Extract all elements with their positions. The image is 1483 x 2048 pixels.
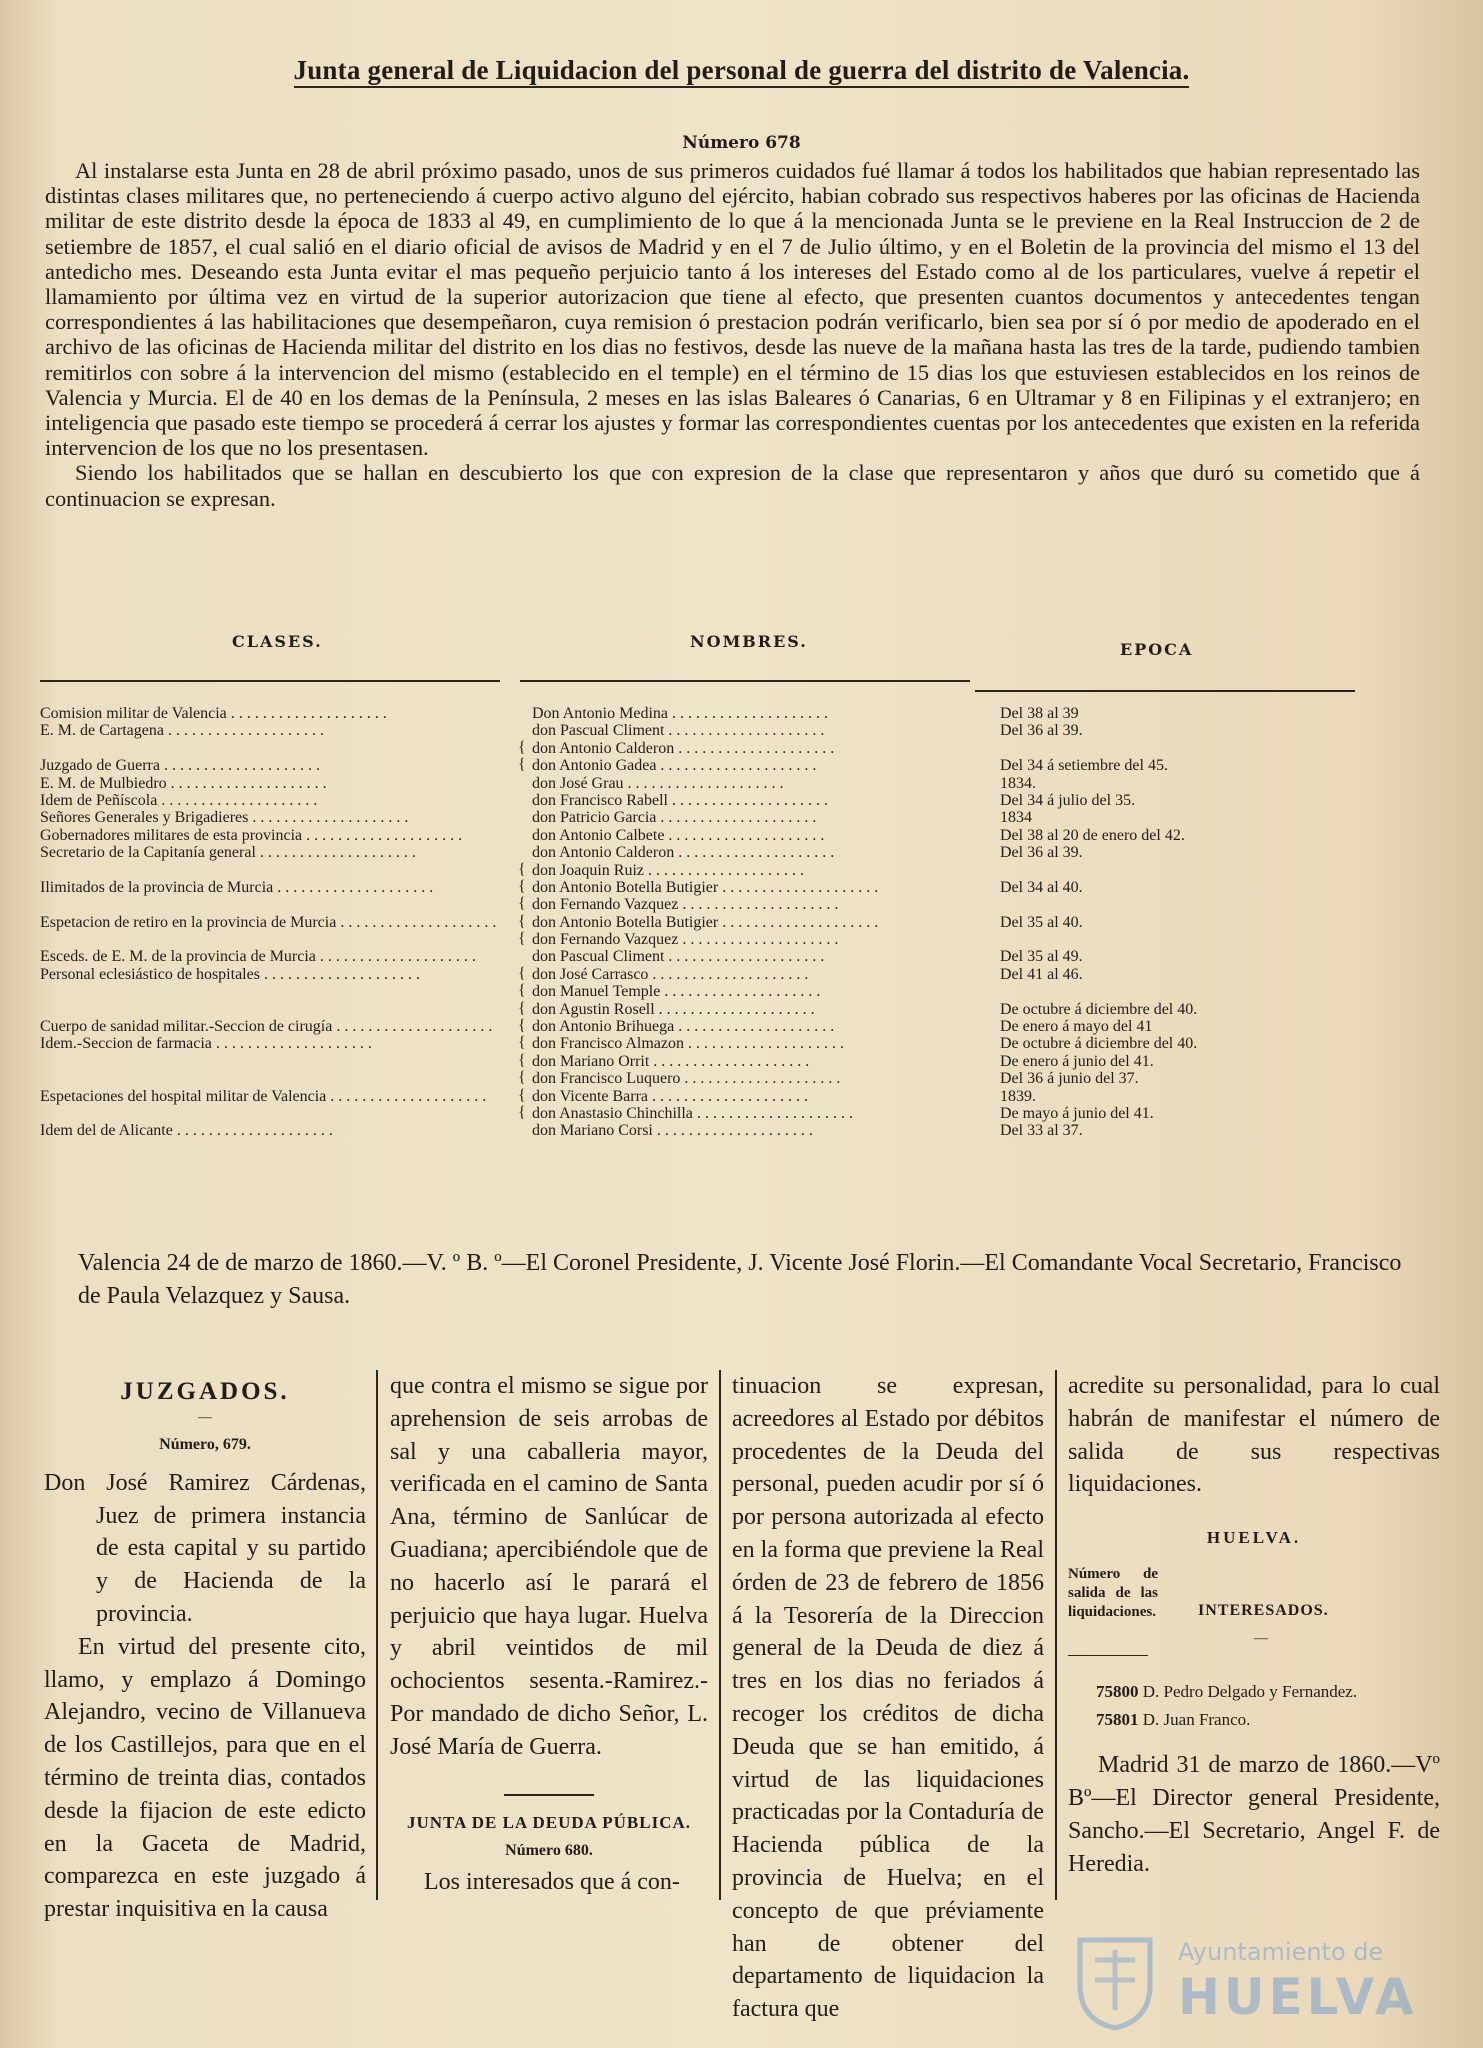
table-row (40, 1088, 1440, 1105)
row-nombre: don Francisco Almazon . . . . . . . . . . . . . . . . . . . . (532, 1035, 844, 1053)
huelva-entry (1068, 1681, 1440, 1703)
col4-closing: Madrid 31 de marzo de 1860.—Vº Bº—El Director general Presidente, Sancho.—El Secretario, Angel F. de Heredia. (1068, 1752, 1440, 1877)
watermark-line-1: Ayuntamiento de (1178, 1938, 1384, 1966)
row-nombre: Don Antonio Medina . . . . . . . . . . . . . . . . . . . . (532, 705, 828, 722)
table-row (40, 1105, 1440, 1122)
row-epoca: De octubre á diciembre del 40. (1000, 1000, 1198, 1018)
row-brace: { (518, 895, 526, 913)
row-nombre: don Francisco Luquero . . . . . . . . . . . . . . . . . . . . (532, 1070, 841, 1088)
liquidation-table (40, 705, 1440, 1140)
table-row (40, 1053, 1440, 1070)
row-epoca: De enero á junio del 41. (1000, 1052, 1154, 1070)
table-row (40, 775, 1440, 792)
col3-body: tinuacion se expresan, acreedores al Estado por débitos procedentes de la Deuda del personal, pueden acudir por sí ó por persona autorizada al efecto en la forma que previene la Real órden de 23 de febrero de 1856 á la Tesorería de la Direccion general de la Deuda de diez á tres en los dias no feriados á recoger los créditos de dicha Deuda que se han emitido, á virtud de las liquidaciones practicadas por la Contaduría de Hacienda pública de la provincia de Huelva; en el concepto de que préviamente han de obtener del departamento de liquidacion la factura que (732, 1373, 1044, 2023)
rule-nombres (520, 680, 970, 682)
row-epoca: Del 33 al 37. (1000, 1122, 1083, 1140)
column-2 (390, 1370, 708, 1898)
huelva-table-header: Número de salida de las liquidaciones. INTERESADOS. — (1068, 1565, 1440, 1675)
row-epoca: Del 36 al 39. (1000, 722, 1083, 740)
row-nombre: don Patricio Garcia . . . . . . . . . . . . . . . . . . . . (532, 809, 817, 827)
table-row (40, 1070, 1440, 1087)
row-nombre: don Anastasio Chinchilla . . . . . . . . . . . . . . . . . . . . (532, 1104, 853, 1122)
huelva-title: HUELVA. (1206, 1528, 1302, 1548)
column-4 (1068, 1370, 1440, 1880)
row-nombre: don Pascual Climent . . . . . . . . . . . . . . . . . . . . (532, 948, 825, 966)
row-clase: Esceds. de E. M. de la provincia de Murcia . . . . . . . . . . . . . . . . . . . . (40, 948, 476, 966)
rule-epoca (975, 690, 1355, 692)
number-679: Número, 679. (159, 1435, 251, 1453)
row-nombre: don Antonio Gadea . . . . . . . . . . . . . . . . . . . . (532, 757, 817, 775)
table-row (40, 1122, 1440, 1139)
row-brace: { (518, 930, 526, 948)
row-clase: E. M. de Cartagena . . . . . . . . . . . . . . . . . . . . (40, 722, 324, 740)
row-clase: E. M. de Mulbiedro . . . . . . . . . . . . . . . . . . . . (40, 774, 327, 792)
row-epoca: Del 35 al 40. (1000, 913, 1083, 931)
intro-text (45, 158, 1420, 511)
row-nombre: don Antonio Botella Butigier . . . . . . . . . . . . . . . . . . . . (532, 913, 879, 931)
row-epoca: Del 41 al 46. (1000, 965, 1083, 983)
table-row (40, 896, 1440, 913)
row-nombre: don Antonio Calderon . . . . . . . . . . . . . . . . . . . . (532, 844, 835, 862)
row-nombre: don Fernando Vazquez . . . . . . . . . . . . . . . . . . . . (532, 896, 839, 914)
header-nombres: NOMBRES. (690, 632, 808, 651)
row-nombre: don Antonio Calderon . . . . . . . . . . . . . . . . . . . . (532, 739, 835, 757)
row-epoca: 1834 (1000, 809, 1032, 827)
col4-body: acredite su personalidad, para lo cual habrán de manifestar el número de salida de sus respectivas liquidaciones. (1068, 1373, 1440, 1498)
row-nombre: don Manuel Temple . . . . . . . . . . . . . . . . . . . . (532, 983, 821, 1001)
row-clase: Cuerpo de sanidad militar.-Seccion de cirugía . . . . . . . . . . . . . . . . . . . . (40, 1018, 493, 1036)
page-header (0, 55, 1483, 86)
entry-name: D. Juan Franco. (1142, 1710, 1251, 1730)
row-brace: { (518, 982, 526, 1000)
table-row (40, 792, 1440, 809)
row-brace: { (518, 964, 526, 982)
row-epoca: De octubre á diciembre del 40. (1000, 1035, 1198, 1053)
row-brace: { (518, 738, 526, 756)
row-nombre: don José Grau . . . . . . . . . . . . . . . . . . . . (532, 774, 784, 792)
table-row (40, 844, 1440, 861)
table-row (40, 1035, 1440, 1052)
row-brace: { (518, 1051, 526, 1069)
table-row (40, 1018, 1440, 1035)
row-brace: { (518, 860, 526, 878)
table-row (40, 740, 1440, 757)
row-nombre: don Agustin Rosell . . . . . . . . . . . . . . . . . . . . (532, 1000, 815, 1018)
intro-paragraph-2: Siendo los habilitados que se hallan en descubierto los que con expresion de la clase que representaron y años que duró su cometido que á continuacion se expresan. (45, 460, 1420, 511)
row-clase: Juzgado de Guerra . . . . . . . . . . . . . . . . . . . . (40, 757, 320, 775)
juzgados-title: JUZGADOS. (120, 1378, 290, 1405)
row-nombre: don Pascual Climent . . . . . . . . . . . . . . . . . . . . (532, 722, 825, 740)
row-brace: { (518, 877, 526, 895)
table-row (40, 827, 1440, 844)
entry-name: D. Pedro Delgado y Fernandez. (1142, 1682, 1358, 1702)
header-epoca: EPOCA (1120, 640, 1194, 659)
column-divider-3 (1055, 1370, 1057, 1900)
row-epoca: De enero á mayo del 41 (1000, 1018, 1153, 1036)
entry-number: 75800 (1096, 1682, 1139, 1702)
row-epoca: Del 38 al 20 de enero del 42. (1000, 826, 1185, 844)
row-brace: { (518, 1034, 526, 1052)
row-epoca: Del 35 al 49. (1000, 948, 1083, 966)
number-680: Número 680. (505, 1841, 593, 1859)
row-nombre: don José Carrasco . . . . . . . . . . . . . . . . . . . . (532, 965, 809, 983)
table-row (40, 1001, 1440, 1018)
header-numero-salida: Número de salida de las liquidaciones. (1068, 1566, 1158, 1621)
closing-signature: Valencia 24 de de marzo de 1860.—V. º B. º—El Coronel Presidente, J. Vicente José Florin.—El Comandante Vocal Secretario, Francisco de Paula Velazquez y Sausa. (78, 1250, 1402, 1309)
row-brace: { (518, 1017, 526, 1035)
notice-number-678: Número 678 (682, 133, 801, 153)
row-epoca: Del 34 al 40. (1000, 878, 1083, 896)
table-row (40, 722, 1440, 739)
row-clase: Idem del de Alicante . . . . . . . . . . . . . . . . . . . . (40, 1122, 333, 1140)
intro-paragraph-1: Al instalarse esta Junta en 28 de abril próximo pasado, unos de sus primeros cuidados fué llamar á todos los habilitados que habian representado las distintas clases militares que, no perteneciendo á cuerpo activo alguno del ejército, habian cobrado sus respectivos haberes por las oficinas de Hacienda militar de este distrito desde la época de 1833 al 49, en cumplimiento de lo que á la mencionada Junta se le previene en la Real Instruccion de 2 de setiembre de 1857, el cual salió en el diario oficial de avisos de Madrid y en el 7 de Julio último, y en el Boletin de la provincia del mismo el 13 del antedicho mes. Deseando esta Junta evitar el mas pequeño perjuicio tanto á los intereses del Estado como al de los particulares, vuelve á repetir el llamamiento por última vez en virtud de la superior autorizacion que tiene al efecto, que presenten cuantos documentos y antecedentes tengan correspondientes á las habilitaciones que desempeñaron, cuya remision ó prestacion podrán verificarlo, bien sea por sí ó por medio de apoderado en el archivo de las oficinas de Hacienda militar del distrito en los dias no festivos, desde las nueve de la mañana hasta las tres de la tarde, pudiendo tambien remitirlos con sobre á la intervencion del mismo (establecido en el temple) en el término de 15 dias los que estuviesen establecidos en los reinos de Valencia y Murcia. El de 40 en los demas de la Península, 2 meses en las islas Baleares ó Canarias, 6 en Ultramar y 8 en Filipinas y el extranjero; en inteligencia que pasado este tiempo se procederá á cerrar los ajustes y formar las correspondientes cuentas por los antecedentes que existen en la referida intervencion de los que no los presentasen. (45, 158, 1420, 461)
header-interesados: INTERESADOS. (1198, 1602, 1329, 1620)
table-row (40, 809, 1440, 826)
row-brace: { (518, 999, 526, 1017)
deuda-title: JUNTA DE LA DEUDA PÚBLICA. (406, 1812, 692, 1832)
row-brace: { (518, 1069, 526, 1087)
column-divider-2 (719, 1370, 721, 1900)
row-nombre: don Francisco Rabell . . . . . . . . . . . . . . . . . . . . (532, 791, 828, 809)
row-brace: { (518, 1103, 526, 1121)
col2-body: que contra el mismo se sigue por aprehension de seis arrobas de sal y una caballeria mayor, verificada en el camino de Santa Ana, término de Sanlúcar de Guadiana; apercibiéndole que de no hacerlo así le parará el perjuicio que haya lugar. Huelva y abril veintidos de mil ochocientos sesenta.-Ramirez.-Por mandado de dicho Señor, L. José María de Guerra. (390, 1373, 708, 1760)
column-divider-1 (376, 1370, 378, 1900)
row-clase: Espetacion de retiro en la provincia de Murcia . . . . . . . . . . . . . . . . . . . . (40, 913, 497, 931)
huelva-entries (1068, 1681, 1440, 1731)
header-title: Junta general de Liquidacion del personal de guerra del distrito de Valencia. (294, 55, 1190, 88)
row-epoca: Del 34 á julio del 35. (1000, 791, 1136, 809)
row-clase: Idem de Peñíscola . . . . . . . . . . . . . . . . . . . . (40, 791, 318, 809)
row-clase: Gobernadores militares de esta provincia . . . . . . . . . . . . . . . . . . . . (40, 826, 463, 844)
row-epoca: Del 38 al 39 (1000, 705, 1079, 722)
judge-name: Don José Ramirez Cárdenas, Juez de primera instancia de esta capital y su partido y de Hacienda de la provincia. (44, 1469, 366, 1627)
table-row (40, 862, 1440, 879)
row-clase: Señores Generales y Brigadieres . . . . . . . . . . . . . . . . . . . . (40, 809, 409, 827)
rule-clases (40, 680, 500, 682)
row-epoca: De mayo á junio del 41. (1000, 1104, 1154, 1122)
row-clase: Comision militar de Valencia . . . . . . . . . . . . . . . . . . . . (40, 705, 387, 722)
row-brace: { (518, 912, 526, 930)
row-clase: Ilimitados de la provincia de Murcia . . . . . . . . . . . . . . . . . . . . (40, 878, 434, 896)
table-row (40, 914, 1440, 931)
row-clase: Espetaciones del hospital militar de Valencia . . . . . . . . . . . . . . . . . . . . (40, 1087, 487, 1105)
column-3 (732, 1370, 1044, 2026)
table-row (40, 757, 1440, 774)
row-epoca: 1834. (1000, 774, 1036, 792)
row-nombre: don Antonio Brihuega . . . . . . . . . . . . . . . . . . . . (532, 1018, 835, 1036)
row-nombre: don Fernando Vazquez . . . . . . . . . . . . . . . . . . . . (532, 931, 839, 949)
row-clase: Personal eclesiástico de hospitales . . . . . . . . . . . . . . . . . . . . (40, 965, 420, 983)
table-row (40, 879, 1440, 896)
table-row (40, 931, 1440, 948)
row-nombre: don Antonio Calbete . . . . . . . . . . . . . . . . . . . . (532, 826, 825, 844)
table-row (40, 948, 1440, 965)
row-epoca: Del 36 al 39. (1000, 844, 1083, 862)
row-brace: { (518, 1086, 526, 1104)
row-epoca: Del 34 á setiembre del 45. (1000, 757, 1168, 775)
row-nombre: don Vicente Barra . . . . . . . . . . . . . . . . . . . . (532, 1087, 809, 1105)
row-nombre: don Mariano Corsi . . . . . . . . . . . . . . . . . . . . (532, 1122, 813, 1140)
row-brace: { (518, 756, 526, 774)
entry-number: 75801 (1096, 1710, 1139, 1730)
coat-of-arms-icon (1070, 1930, 1160, 2030)
table-row (40, 966, 1440, 983)
header-clases: CLASES. (232, 632, 323, 651)
watermark-line-2: HUELVA (1178, 1968, 1418, 2026)
table-row (40, 983, 1440, 1000)
row-nombre: don Mariano Orrit . . . . . . . . . . . . . . . . . . . . (532, 1052, 810, 1070)
row-clase: Secretario de la Capitanía general . . . . . . . . . . . . . . . . . . . . (40, 844, 416, 862)
row-nombre: don Joaquin Ruiz . . . . . . . . . . . . . . . . . . . . (532, 861, 804, 879)
row-epoca: Del 36 á junio del 37. (1000, 1070, 1139, 1088)
huelva-entry (1068, 1709, 1440, 1731)
row-epoca: 1839. (1000, 1087, 1036, 1105)
ayuntamiento-watermark (1070, 1930, 1450, 2040)
row-nombre: don Antonio Botella Butigier . . . . . . . . . . . . . . . . . . . . (532, 878, 879, 896)
column-juzgados: JUZGADOS. — Número, 679. Don José Ramirez Cárdenas, Juez de primera instancia de esta capital y su partido y de Hacienda de la provincia. En virtud del presente cito, llamo, y emplazo á Domingo Alejandro, vecino de Villanueva de los Castillejos, para que en el término de treinta dias, contados desde la fijacion de este edicto en la Gaceta de Madrid, comparezca en este juzgado á prestar inquisitiva en la causa (44, 1370, 366, 1926)
row-clase: Idem.-Seccion de farmacia . . . . . . . . . . . . . . . . . . . . (40, 1035, 372, 1053)
juzgados-body: En virtud del presente cito, llamo, y emplazo á Domingo Alejandro, vecino de Villanueva de los Castillejos, para que en el término de treinta dias, contados desde la fijacion de este edicto en la Gaceta de Madrid, comparezca en este juzgado á prestar inquisitiva en la causa (44, 1633, 366, 1923)
table-row (40, 705, 1440, 722)
deuda-body-start: Los interesados que á con- (424, 1868, 680, 1895)
